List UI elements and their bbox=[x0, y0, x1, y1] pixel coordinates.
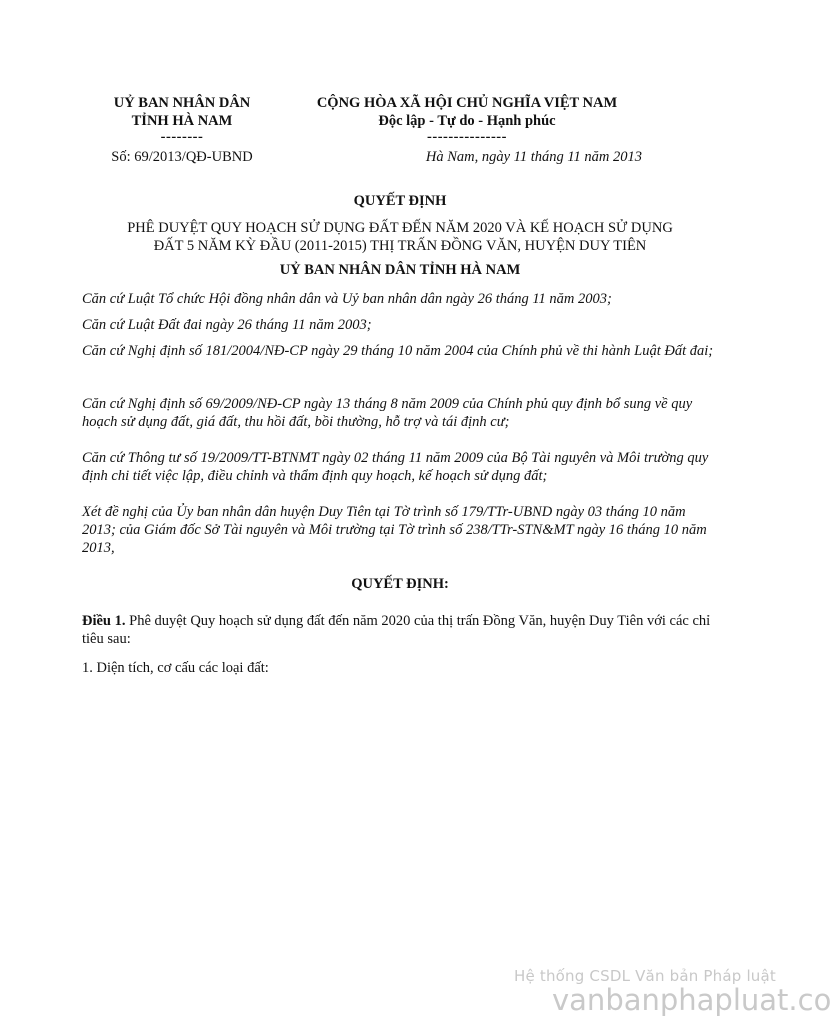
issuing-authority-block bbox=[82, 94, 282, 144]
national-motto-divider: --------------- bbox=[427, 129, 507, 145]
document-number: Số: 69/2013/QĐ-UBND bbox=[111, 149, 253, 165]
document-subject-line2: ĐẤT 5 NĂM KỲ ĐẦU (2011-2015) THỊ TRẤN ĐỒNG VĂN, HUYỆN DUY TIÊN bbox=[153, 238, 647, 254]
article-1-text: Phê duyệt Quy hoạch sử dụng đất đến năm 2020 của thị trấn Đồng Văn, huyện Duy Tiên với các chỉ tiêu sau: bbox=[82, 613, 711, 647]
article-1 bbox=[82, 612, 714, 648]
legal-basis-item: Căn cứ Luật Đất đai ngày 26 tháng 11 năm 2003; bbox=[82, 317, 372, 333]
document-subject bbox=[80, 219, 720, 255]
legal-basis-item: Căn cứ Luật Tổ chức Hội đồng nhân dân và Uỷ ban nhân dân ngày 26 tháng 11 năm 2003; bbox=[82, 291, 612, 307]
watermark-caption: Hệ thống CSDL Văn bản Pháp luật bbox=[513, 967, 776, 985]
legal-basis-item: Căn cứ Thông tư số 19/2009/TT-BTNMT ngày 02 tháng 11 năm 2009 của Bộ Tài nguyên và Môi trường quy định chi tiết việc lập, điều chỉnh và thẩm định quy hoạch, kế hoạch sử dụng đất; bbox=[82, 450, 709, 484]
legal-basis-item: Căn cứ Nghị định số 69/2009/NĐ-CP ngày 13 tháng 8 năm 2009 của Chính phủ quy định bổ sung về quy hoạch sử dụng đất, giá đất, thu hồi đất, bồi thường, hỗ trợ và tái định cư; bbox=[82, 396, 693, 430]
document-subject-line1: PHÊ DUYỆT QUY HOẠCH SỬ DỤNG ĐẤT ĐẾN NĂM 2020 VÀ KẾ HOẠCH SỬ DỤNG bbox=[127, 220, 673, 236]
place-and-date: Hà Nam, ngày 11 tháng 11 năm 2013 bbox=[425, 149, 642, 165]
national-motto: Độc lập - Tự do - Hạnh phúc bbox=[378, 113, 556, 129]
watermark-site: vanbanphapluat.co bbox=[552, 983, 831, 1017]
article-1-label: Điều 1. bbox=[82, 613, 126, 629]
national-motto-block bbox=[292, 94, 642, 144]
issuing-authority-divider: -------- bbox=[160, 129, 204, 145]
national-title: CỘNG HÒA XÃ HỘI CHỦ NGHĨA VIỆT NAM bbox=[316, 95, 618, 111]
issuing-authority-line1: UỶ BAN NHÂN DÂN bbox=[113, 95, 251, 111]
issuing-authority-line2: TỈNH HÀ NAM bbox=[131, 113, 233, 129]
decision-heading: QUYẾT ĐỊNH: bbox=[351, 576, 449, 592]
legal-basis-item: Xét đề nghị của Ủy ban nhân dân huyện Duy Tiên tại Tờ trình số 179/TTr-UBND ngày 03 tháng 10 năm 2013; của Giám đốc Sở Tài nguyên và Môi trường tại Tờ trình số 238/TTr-STN&MT ngày 16 tháng 10 năm 2013, bbox=[82, 504, 707, 556]
legal-basis-item: Căn cứ Nghị định số 181/2004/NĐ-CP ngày 29 tháng 10 năm 2004 của Chính phủ về thi hành Luật Đất đai; bbox=[82, 343, 714, 359]
article-1-item-1: 1. Diện tích, cơ cấu các loại đất: bbox=[82, 660, 269, 676]
document-type-title: QUYẾT ĐỊNH bbox=[353, 193, 447, 209]
authority-heading: UỶ BAN NHÂN DÂN TỈNH HÀ NAM bbox=[279, 262, 521, 278]
